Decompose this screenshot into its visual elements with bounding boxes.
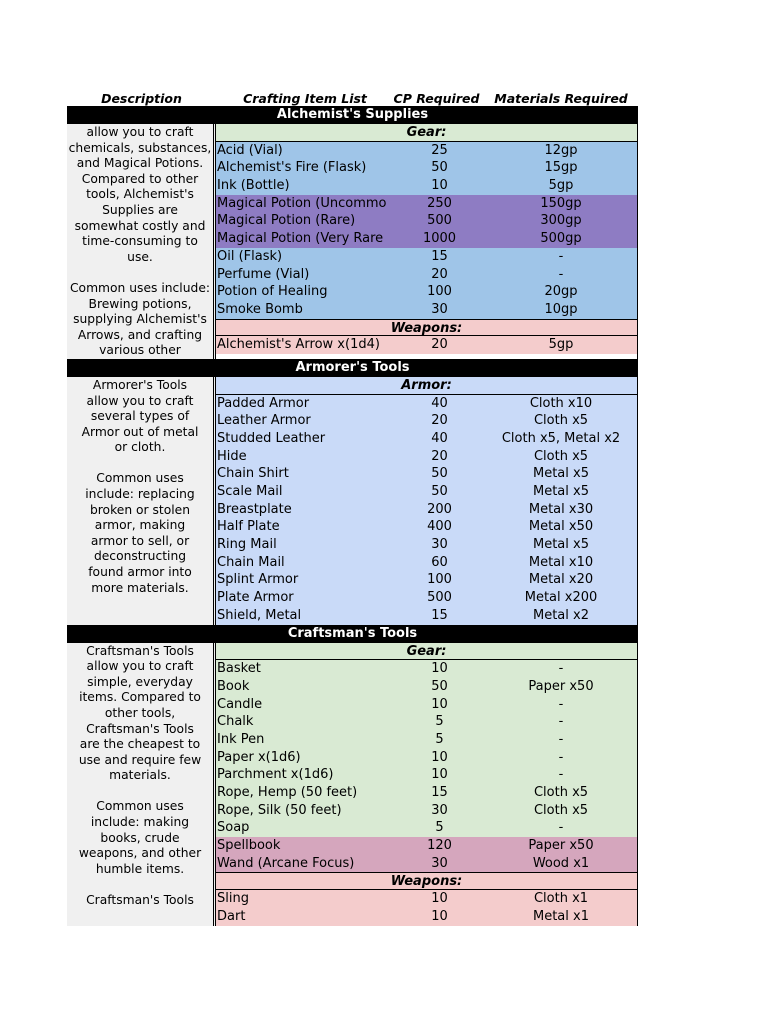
materials-required: - [558,820,564,836]
section-description: Armorer's Tools allow you to craft several types of Armor out of metal or cloth. Common uses include: replacing broken or stolen armor, making armor to sell, or deconstructing found armor into more materials. [67,377,216,625]
table-row [216,266,637,284]
materials-required: 500gp [540,231,582,247]
item-name: Perfume (Vial) [217,266,310,282]
crafting-sheet [67,91,638,928]
table-row [216,159,637,177]
table-row [216,465,637,483]
item-name: Paper x(1d6) [217,749,301,765]
item-name: Scale Mail [217,484,283,500]
materials-required: - [558,714,564,730]
cp-required: 15 [431,785,448,801]
item-name: Parchment x(1d6) [217,767,334,783]
materials-required: Wood x1 [532,855,590,871]
materials-required: Cloth x5, Metal x2 [501,430,621,446]
table-row [216,283,637,301]
item-name: Hide [217,448,247,464]
cp-required: 500 [427,213,452,229]
materials-required: Metal x30 [528,501,594,517]
section-body [67,643,638,926]
item-name: Magical Potion (Very Rare [217,231,384,247]
table-row [216,784,637,802]
materials-required: 15gp [544,160,578,176]
item-table [216,124,638,359]
cp-required: 10 [431,178,448,194]
item-name: Acid (Vial) [217,142,283,158]
table-row [216,837,637,855]
materials-required: Cloth x10 [529,395,593,411]
materials-required: 12gp [544,142,578,158]
cp-required: 50 [431,160,448,176]
table-row [216,177,637,195]
materials-required: Paper x50 [528,838,594,854]
cp-required: 250 [427,195,452,211]
item-name: Leather Armor [217,413,311,429]
materials-required: - [558,749,564,765]
cp-required: 1000 [422,231,457,247]
table-row [216,536,637,554]
header-cp-required: CP Required [393,91,480,106]
table-row [216,195,637,213]
table-row [216,483,637,501]
cp-required: 100 [427,284,452,300]
table-row [216,448,637,466]
group-label: Weapons: [216,319,637,337]
materials-required: Metal x5 [533,537,589,553]
cp-required: 20 [431,448,448,464]
materials-required: Metal x200 [524,590,598,606]
cp-required: 20 [431,413,448,429]
group-label: Gear: [216,124,637,142]
cp-required: 200 [427,501,452,517]
cp-required: 30 [431,537,448,553]
cp-required: 30 [431,301,448,317]
item-name: Potion of Healing [217,284,328,300]
table-row [216,819,637,837]
cp-required: 5 [435,820,444,836]
cp-required: 50 [431,678,448,694]
table-row [216,908,637,926]
materials-required: Metal x50 [528,519,594,535]
item-name: Book [217,678,250,694]
item-name: Rope, Silk (50 feet) [217,802,342,818]
materials-required: Cloth x5 [533,802,589,818]
materials-required: - [558,661,564,677]
item-name: Oil (Flask) [217,248,283,264]
item-name: Padded Armor [217,395,310,411]
section-title: Alchemist's Supplies [67,106,638,124]
table-row [216,230,637,248]
item-name: Magical Potion (Rare) [217,213,356,229]
cp-required: 15 [431,248,448,264]
cp-required: 15 [431,607,448,623]
cp-required: 30 [431,802,448,818]
cp-required: 120 [427,838,452,854]
cp-required: 50 [431,484,448,500]
table-row [216,766,637,784]
item-name: Plate Armor [217,590,294,606]
materials-required: Metal x5 [533,484,589,500]
sections-container [67,106,638,926]
materials-required: - [558,731,564,747]
cp-required: 40 [431,395,448,411]
item-name: Breastplate [217,501,292,517]
table-row [216,855,637,873]
section-body [67,124,638,359]
materials-required: 5gp [548,337,574,353]
materials-required: - [558,696,564,712]
materials-required: Metal x10 [528,554,594,570]
item-name: Chalk [217,714,254,730]
item-name: Candle [217,696,263,712]
item-name: Sling [217,891,249,907]
section-body [67,377,638,625]
item-name: Basket [217,661,261,677]
item-name: Studded Leather [217,430,326,446]
table-row [216,301,637,319]
cp-required: 10 [431,749,448,765]
materials-required: Cloth x5 [533,448,589,464]
table-row [216,336,637,354]
materials-required: Paper x50 [528,678,594,694]
item-name: Spellbook [217,838,281,854]
table-row [216,571,637,589]
group-label: Weapons: [216,872,637,890]
section-description: Craftsman's Tools allow you to craft simple, everyday items. Compared to other tools, Craftsman's Tools are the cheapest to use and require few materials. Common uses include: making books, crude weapons, and other humble items. Craftsman's Tools [67,643,216,926]
table-row [216,589,637,607]
item-name: Chain Shirt [217,466,289,482]
item-name: Ink Pen [217,731,265,747]
cp-required: 20 [431,337,448,353]
materials-required: 5gp [548,178,574,194]
item-name: Ink (Bottle) [217,178,290,194]
table-row [216,518,637,536]
group-label: Armor: [216,377,637,395]
item-name: Wand (Arcane Focus) [217,855,355,871]
table-row [216,412,637,430]
cp-required: 40 [431,430,448,446]
item-name: Rope, Hemp (50 feet) [217,785,358,801]
materials-required: Metal x2 [533,607,589,623]
cp-required: 10 [431,661,448,677]
materials-required: - [558,248,564,264]
table-row [216,713,637,731]
cp-required: 400 [427,519,452,535]
materials-required: Metal x1 [533,908,589,924]
group-label: Gear: [216,643,637,661]
section-description: allow you to craft chemicals, substances, and Magical Potions. Compared to other tools, Alchemist's Supplies are somewhat costly and time-consuming to use. Common uses include: Brewing potions, supplying Alchemist's Arrows, and crafting various other [67,124,216,359]
header-materials-required: Materials Required [494,91,628,106]
table-row [216,749,637,767]
table-row [216,142,637,160]
materials-required: Cloth x5 [533,785,589,801]
item-name: Dart [217,908,246,924]
materials-required: 300gp [540,213,582,229]
materials-required: - [558,266,564,282]
table-row [216,212,637,230]
table-row [216,501,637,519]
table-row [216,607,637,625]
item-name: Shield, Metal [217,607,302,623]
item-name: Half Plate [217,519,280,535]
item-name: Splint Armor [217,572,299,588]
item-name: Alchemist's Arrow x(1d4) [217,337,380,353]
materials-required: 10gp [544,301,578,317]
item-table [216,643,638,926]
cp-required: 100 [427,572,452,588]
materials-required: Cloth x5 [533,413,589,429]
materials-required: Metal x20 [528,572,594,588]
cp-required: 10 [431,767,448,783]
table-row [216,678,637,696]
section-title: Craftsman's Tools [67,625,638,643]
item-table [216,377,638,625]
cp-required: 60 [431,554,448,570]
materials-required: Metal x5 [533,466,589,482]
header-crafting-item-list: Crafting Item List [243,91,367,106]
cp-required: 5 [435,714,444,730]
table-row [216,696,637,714]
materials-required: Cloth x1 [533,891,589,907]
item-name: Soap [217,820,250,836]
cp-required: 25 [431,142,448,158]
materials-required: 150gp [540,195,582,211]
column-header-row [67,91,638,106]
item-name: Magical Potion (Uncommo [217,195,387,211]
item-name: Smoke Bomb [217,301,303,317]
cp-required: 10 [431,696,448,712]
item-name: Chain Mail [217,554,285,570]
table-row [216,660,637,678]
table-row [216,430,637,448]
cp-required: 10 [431,891,448,907]
cp-required: 20 [431,266,448,282]
materials-required: 20gp [544,284,578,300]
table-row [216,890,637,908]
item-name: Alchemist's Fire (Flask) [217,160,367,176]
table-row [216,554,637,572]
cp-required: 30 [431,855,448,871]
cp-required: 500 [427,590,452,606]
item-name: Ring Mail [217,537,277,553]
table-row [216,802,637,820]
cp-required: 10 [431,908,448,924]
header-description: Description [101,91,182,106]
materials-required: - [558,767,564,783]
table-row [216,731,637,749]
cp-required: 50 [431,466,448,482]
section-title: Armorer's Tools [67,359,638,377]
table-row [216,395,637,413]
cp-required: 5 [435,731,444,747]
table-row [216,248,637,266]
